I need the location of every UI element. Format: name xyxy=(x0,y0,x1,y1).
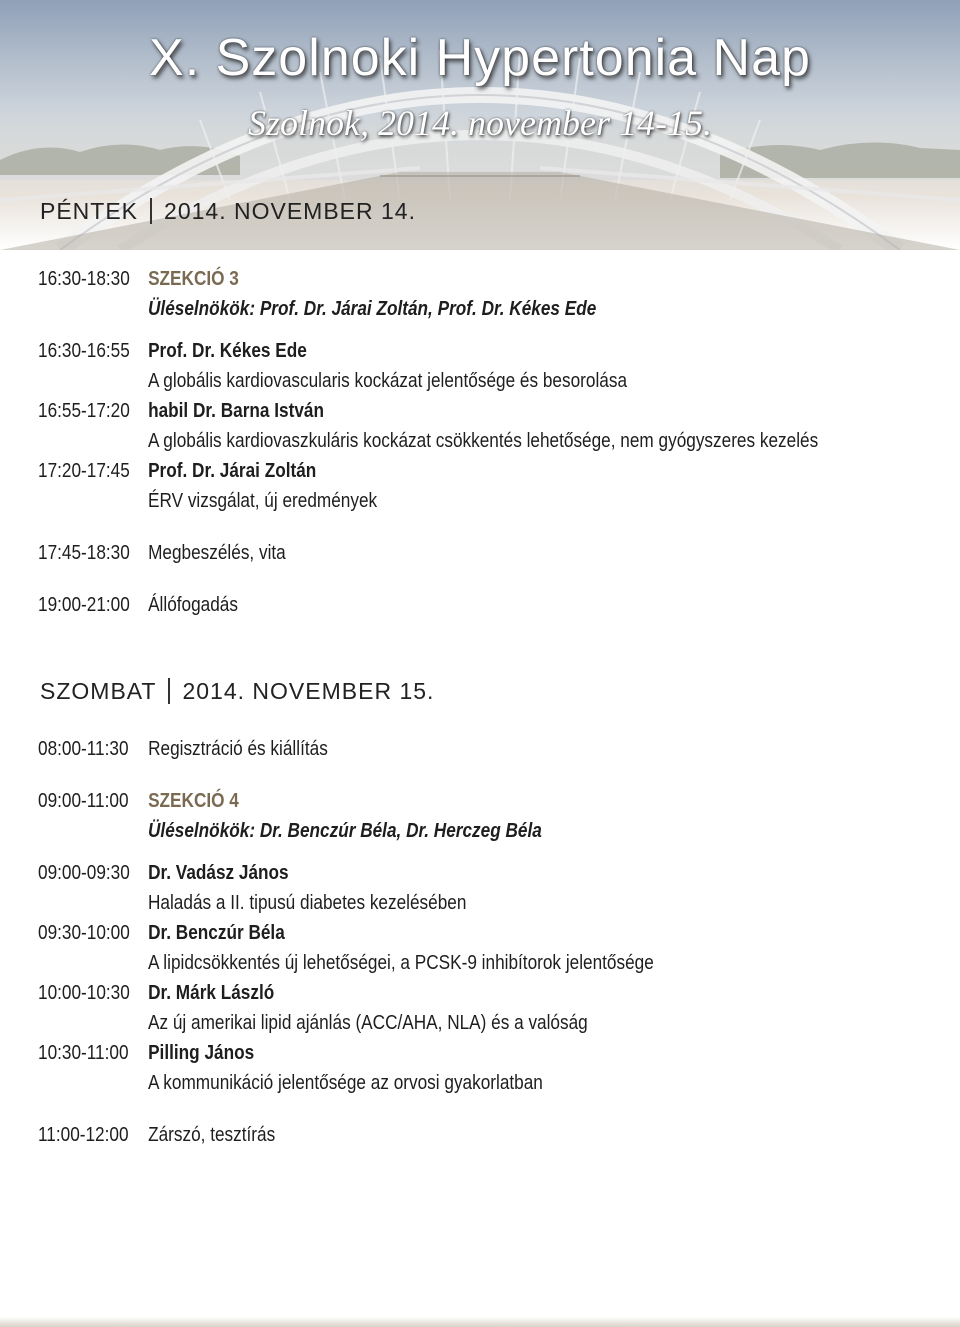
speaker-name: habil Dr. Barna István xyxy=(148,400,324,422)
talk-topic xyxy=(148,892,466,914)
topic-text: A globális kardiovascularis kockázat jelentősége és besorolása xyxy=(148,370,628,392)
speaker-name: Dr. Vadász János xyxy=(148,862,289,884)
day-heading-saturday xyxy=(40,678,434,705)
speaker-name: Dr. Márk László xyxy=(148,982,275,1004)
heading-separator xyxy=(150,198,152,224)
program-text: Regisztráció és kiállítás xyxy=(148,738,328,760)
program-text: Állófogadás xyxy=(148,594,238,616)
program-row xyxy=(38,862,289,884)
chairs-text: Üléselnökök: Prof. Dr. Járai Zoltán, Prof. Dr. Kékes Ede xyxy=(148,298,597,320)
day-date: 2014. NOVEMBER 15. xyxy=(182,678,435,704)
event-subtitle: Szolnok, 2014. november 14-15. xyxy=(248,103,712,143)
program-row xyxy=(38,542,286,564)
program-row xyxy=(38,982,274,1004)
program-row xyxy=(38,594,238,616)
time-slot: 10:00-10:30 xyxy=(38,982,130,1004)
day-date: 2014. NOVEMBER 14. xyxy=(164,198,416,224)
time-slot: 08:00-11:30 xyxy=(38,738,129,760)
time-slot: 10:30-11:00 xyxy=(38,1042,129,1064)
topic-text: ÉRV vizsgálat, új eredmények xyxy=(148,490,378,512)
program-row xyxy=(38,738,328,760)
program-row xyxy=(38,1124,275,1146)
topic-text: A kommunikáció jelentősége az orvosi gyakorlatban xyxy=(148,1072,543,1094)
speaker-name: Prof. Dr. Kékes Ede xyxy=(148,340,307,362)
speaker-name: Prof. Dr. Járai Zoltán xyxy=(148,460,317,482)
talk-topic xyxy=(148,490,377,512)
time-slot: 09:00-11:00 xyxy=(38,790,129,812)
topic-text: A lipidcsökkentés új lehetőségei, a PCSK-9 inhibítorok jelentősége xyxy=(148,952,654,974)
session-title: SZEKCIÓ 3 xyxy=(148,268,239,290)
program-row xyxy=(38,1042,254,1064)
program-text: Megbeszélés, vita xyxy=(148,542,286,564)
time-slot: 17:20-17:45 xyxy=(38,460,130,482)
time-slot: 09:30-10:00 xyxy=(38,922,130,944)
chairs-text: Üléselnökök: Dr. Benczúr Béla, Dr. Herczeg Béla xyxy=(148,820,542,842)
program-row xyxy=(38,268,239,290)
time-slot: 16:30-16:55 xyxy=(38,340,130,362)
footer-strip xyxy=(0,1317,960,1327)
time-slot: 19:00-21:00 xyxy=(38,594,130,616)
session-title: SZEKCIÓ 4 xyxy=(148,790,239,812)
program-row xyxy=(38,790,239,812)
day-heading-friday xyxy=(40,198,416,225)
talk-topic xyxy=(148,430,818,452)
time-slot: 11:00-12:00 xyxy=(38,1124,129,1146)
topic-text: Az új amerikai lipid ajánlás (ACC/AHA, NLA) és a valóság xyxy=(148,1012,588,1034)
talk-topic xyxy=(148,952,654,974)
talk-topic xyxy=(148,370,627,392)
time-slot: 09:00-09:30 xyxy=(38,862,130,884)
program-text: Zárszó, tesztírás xyxy=(148,1124,276,1146)
speaker-name: Pilling János xyxy=(148,1042,255,1064)
time-slot: 16:30-18:30 xyxy=(38,268,130,290)
program-row xyxy=(38,400,324,422)
topic-text: A globális kardiovaszkuláris kockázat csökkentés lehetősége, nem gyógyszeres kezelés xyxy=(148,430,819,452)
session-chairs xyxy=(148,298,596,320)
heading-separator xyxy=(168,678,170,704)
program-row xyxy=(38,340,307,362)
time-slot: 17:45-18:30 xyxy=(38,542,130,564)
time-slot: 16:55-17:20 xyxy=(38,400,130,422)
program-row xyxy=(38,922,285,944)
talk-topic xyxy=(148,1072,543,1094)
day-name: SZOMBAT xyxy=(40,678,157,704)
session-chairs xyxy=(148,820,542,842)
topic-text: Haladás a II. tipusú diabetes kezelésében xyxy=(148,892,467,914)
day-name: PÉNTEK xyxy=(40,198,139,224)
program-row xyxy=(38,460,316,482)
talk-topic xyxy=(148,1012,588,1034)
event-title: X. Szolnoki Hypertonia Nap xyxy=(149,29,811,87)
speaker-name: Dr. Benczúr Béla xyxy=(148,922,285,944)
